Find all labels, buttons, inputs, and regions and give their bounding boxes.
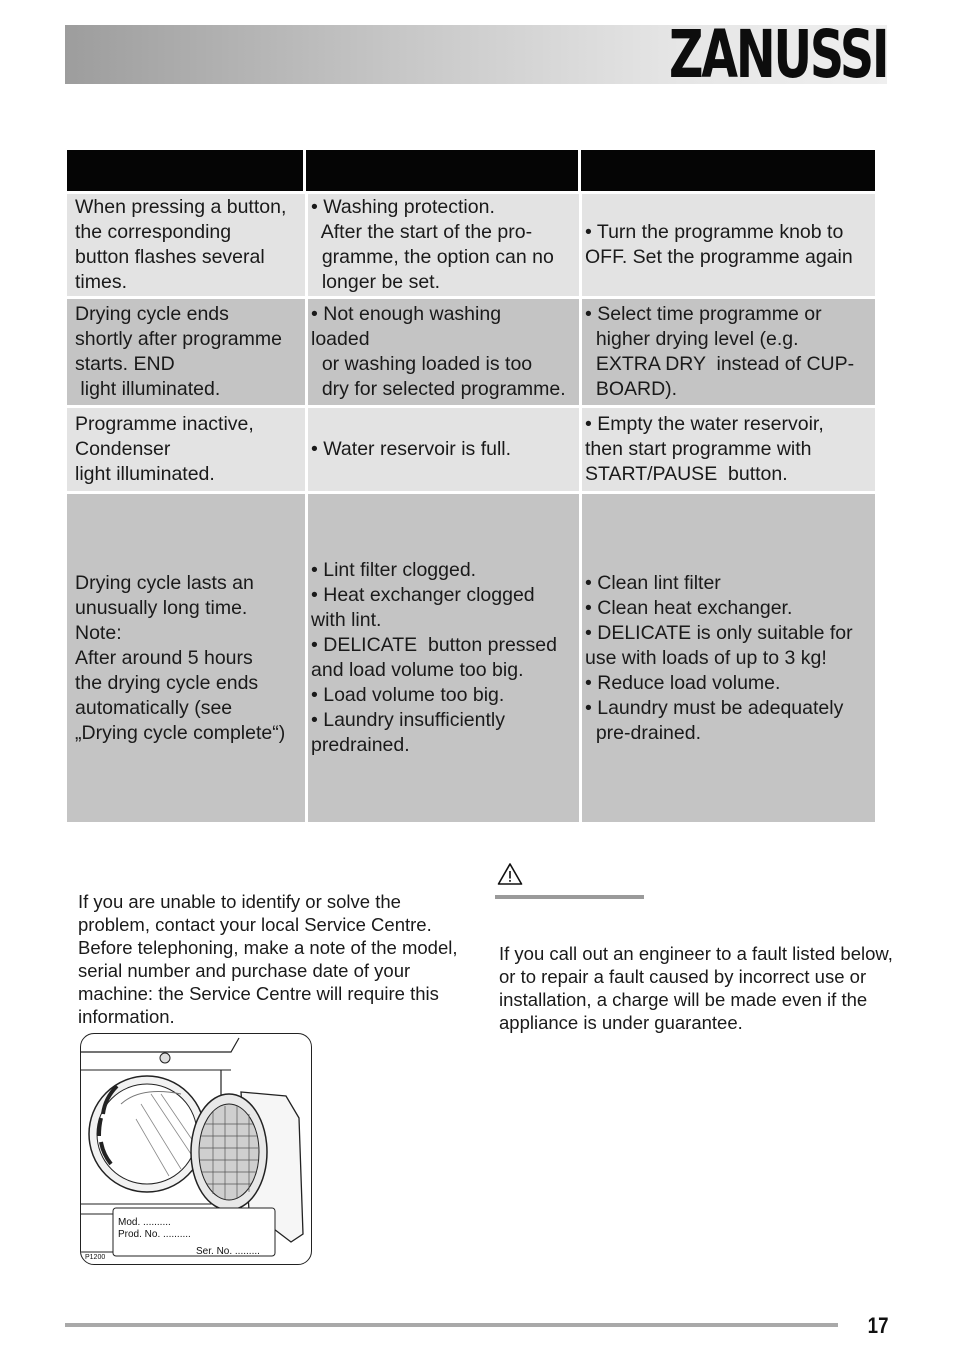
plate-prod: Prod. No. .......... bbox=[118, 1229, 191, 1240]
remedy-line: START/PAUSE button. bbox=[585, 463, 788, 485]
plate-code: P1200 bbox=[85, 1254, 106, 1261]
cause-line: • Load volume too big. bbox=[311, 684, 505, 706]
table-row bbox=[67, 405, 875, 491]
cell-problem bbox=[67, 408, 305, 491]
problem-line: Drying cycle ends bbox=[75, 303, 229, 325]
cell-cause bbox=[308, 194, 579, 296]
page-number: 17 bbox=[867, 1313, 888, 1338]
cause-line: • Heat exchanger clogged bbox=[311, 584, 535, 606]
remedy-line: • Reduce load volume. bbox=[585, 671, 781, 694]
problem-line: After around 5 hours bbox=[75, 646, 253, 669]
cause-line: longer be set. bbox=[311, 271, 440, 293]
cause-line: • Washing protection. bbox=[311, 196, 495, 218]
cause-line: loaded bbox=[311, 328, 370, 350]
cell-cause bbox=[308, 299, 579, 405]
cause-line: dry for selected programme. bbox=[311, 378, 566, 400]
problem-line: automatically (see bbox=[75, 696, 233, 719]
cause-line: • Laundry insufficiently bbox=[311, 709, 505, 731]
header-cell-problem bbox=[67, 150, 303, 191]
cause-line: • Not enough washing bbox=[311, 303, 502, 325]
cause-line: • Water reservoir is full. bbox=[311, 438, 512, 460]
problem-line: button flashes several bbox=[75, 246, 265, 268]
remedy-line: EXTRA DRY instead of CUP- bbox=[585, 353, 855, 375]
problem-line: Drying cycle lasts an bbox=[75, 571, 254, 594]
cause-line: with lint. bbox=[311, 609, 382, 631]
header-cell-remedy bbox=[581, 150, 875, 191]
cause-line: gramme, the option can no bbox=[311, 246, 554, 268]
problem-line: Programme inactive, bbox=[75, 413, 254, 435]
problem-line: times. bbox=[75, 271, 128, 293]
cause-line: and load volume too big. bbox=[311, 659, 524, 681]
remedy-line: • Laundry must be adequately bbox=[585, 696, 844, 719]
footer-rule bbox=[65, 1323, 838, 1327]
table-body bbox=[67, 191, 875, 822]
problem-line: light illuminated. bbox=[75, 378, 221, 400]
service-centre-text: If you are unable to identify or solve the problem, contact your local Service Centre. Before telephoning, make a note of the model, serial number and purchase date of your machine: the Service Centre will require this information. bbox=[78, 891, 458, 1027]
cell-cause bbox=[308, 494, 579, 822]
problem-line: light illuminated. bbox=[75, 463, 215, 485]
remedy-line: use with loads of up to 3 kg! bbox=[585, 646, 827, 669]
cause-line: After the start of the pro- bbox=[311, 221, 533, 243]
table-row bbox=[67, 191, 875, 296]
table-row bbox=[67, 296, 875, 405]
table-header bbox=[67, 150, 875, 191]
plate-mod: Mod. .......... bbox=[118, 1217, 171, 1228]
problem-line: unusually long time. bbox=[75, 596, 248, 619]
remedy-line: • DELICATE is only suitable for bbox=[585, 621, 853, 644]
problem-line: When pressing a button, bbox=[75, 196, 287, 218]
remedy-line: • Clean heat exchanger. bbox=[585, 596, 793, 619]
cause-line: • Lint filter clogged. bbox=[311, 559, 477, 581]
cause-line: • DELICATE button pressed bbox=[311, 634, 557, 656]
remedy-line: higher drying level (e.g. bbox=[585, 328, 799, 350]
cell-problem bbox=[67, 194, 305, 296]
cell-remedy bbox=[582, 408, 875, 491]
remedy-line: BOARD). bbox=[585, 378, 678, 400]
problem-line: the drying cycle ends bbox=[75, 671, 259, 694]
remedy-line: • Select time programme or bbox=[585, 303, 822, 325]
remedy-line: OFF. Set the programme again bbox=[585, 246, 853, 268]
cause-line: or washing loaded is too bbox=[311, 353, 533, 375]
problem-line: Condenser bbox=[75, 438, 171, 460]
remedy-line: • Clean lint filter bbox=[585, 571, 721, 594]
remedy-line: • Turn the programme knob to bbox=[585, 221, 844, 243]
cell-remedy bbox=[582, 299, 875, 405]
plate-ser: Ser. No. ......... bbox=[196, 1246, 260, 1257]
warning-underline bbox=[495, 895, 644, 899]
warning-triangle-icon bbox=[497, 862, 523, 886]
cell-cause bbox=[308, 408, 579, 491]
problem-line: shortly after programme bbox=[75, 328, 282, 350]
cell-problem bbox=[67, 299, 305, 405]
remedy-line: • Empty the water reservoir, bbox=[585, 413, 824, 435]
brand-logo: ZANUSSI bbox=[668, 16, 887, 93]
cell-remedy bbox=[582, 194, 875, 296]
dryer-rating-plate-illustration bbox=[80, 1033, 312, 1265]
header-cell-cause bbox=[306, 150, 578, 191]
problem-line: Note: bbox=[75, 621, 122, 644]
engineer-charge-text: If you call out an engineer to a fault listed below, or to repair a fault caused by incorrect use or installation, a charge will be made even if the appliance is under guarantee. bbox=[499, 943, 893, 1033]
cell-remedy bbox=[582, 494, 875, 822]
table-row bbox=[67, 491, 875, 822]
problem-line: „Drying cycle complete“) bbox=[75, 721, 286, 744]
remedy-line: then start programme with bbox=[585, 438, 812, 460]
problem-line: the corresponding bbox=[75, 221, 232, 243]
cell-problem bbox=[67, 494, 305, 822]
problem-line: starts. END bbox=[75, 353, 175, 375]
troubleshooting-table bbox=[67, 150, 875, 822]
cause-line: predrained. bbox=[311, 734, 410, 756]
remedy-line: pre-drained. bbox=[585, 721, 701, 744]
